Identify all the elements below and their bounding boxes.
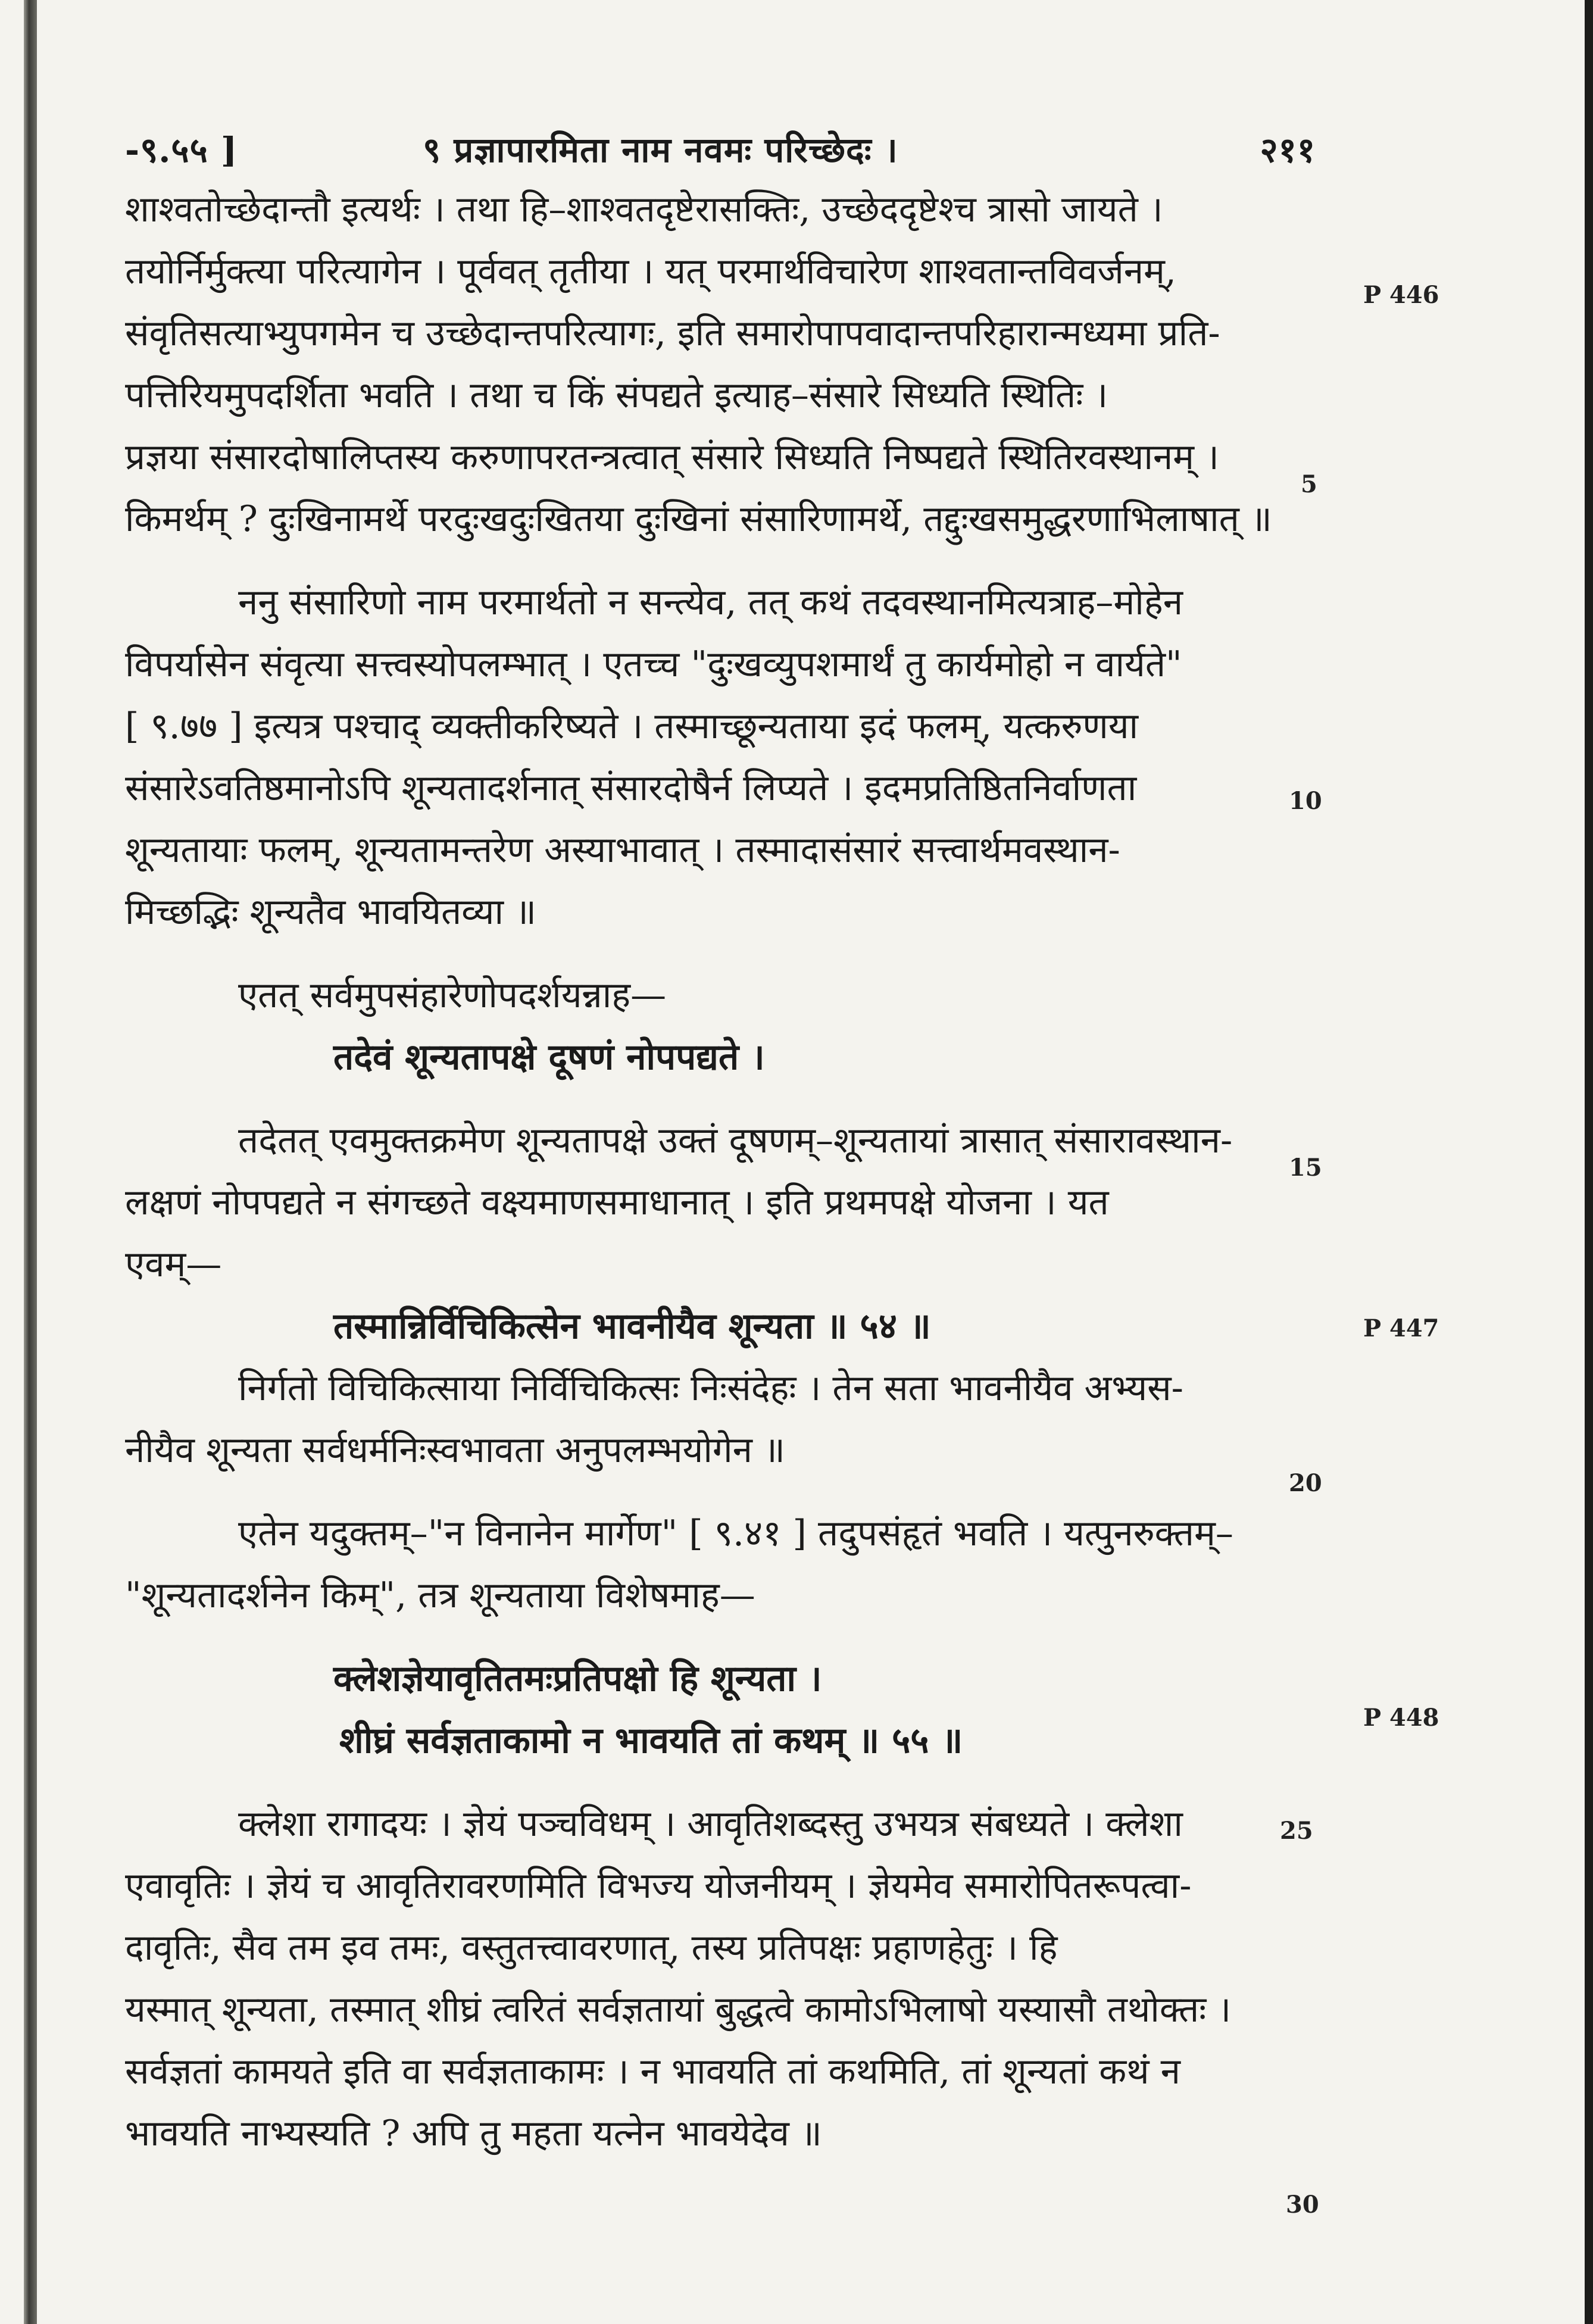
text-line: एतत् सर्वमुपसंहारेणोपदर्शयन्नाह— xyxy=(238,974,667,1016)
chapter-title: ९ प्रज्ञापारमिता नाम नवमः परिच्छेदः । xyxy=(423,130,898,170)
page-number: २११ xyxy=(1260,130,1316,170)
text-line: संसारेऽवतिष्ठमानोऽपि शून्यतादर्शनात् संसारदोषैर्न लिप्यते । इदमप्रतिष्ठितनिर्वाणता xyxy=(125,767,1137,809)
line-number: 30 xyxy=(1286,2191,1319,2219)
paragraph-1 xyxy=(125,179,1316,550)
text-line: ननु संसारिणो नाम परमार्थतो न सन्त्येव, तत् कथं तदवस्थानमित्यत्राह–मोहेन xyxy=(238,582,1183,623)
text-line: किमर्थम् ? दुःखिनामर्थे परदुःखदुःखितया दुःखिनां संसारिणामर्थे, तद्दुःखसमुद्धरणाभिलाषात् ॥ xyxy=(125,498,1272,540)
page-content xyxy=(125,125,1316,2164)
margin-ref: P 447 xyxy=(1363,1314,1439,1342)
text-line: लक्षणं नोपपद्यते न संगच्छते वक्ष्यमाणसमाधानात् । इति प्रथमपक्षे योजना । यत xyxy=(125,1182,1109,1223)
text-line: पत्तिरियमुपदर्शिता भवति । तथा च किं संपद्यते इत्याह–संसारे सिध्यति स्थितिः । xyxy=(125,374,1108,416)
paragraph-3 xyxy=(125,964,1316,1026)
verse-55 xyxy=(125,1648,1316,1772)
text-line: यस्मात् शून्यता, तस्मात् शीघ्रं त्वरितं सर्वज्ञतायां बुद्धत्वे कामोऽभिलाषो यस्यासौ तथोक्तः । xyxy=(125,1989,1232,2031)
text-line: मिच्छद्भिः शून्यतैव भावयितव्या ॥ xyxy=(125,891,537,933)
verse-line: क्लेशज्ञेयावृतितमःप्रतिपक्षो हि शून्यता । xyxy=(333,1658,822,1700)
paragraph-4 xyxy=(125,1110,1316,1295)
text-line: भावयति नाभ्यस्यति ? अपि तु महता यत्नेन भावयेदेव ॥ xyxy=(125,2113,822,2154)
text-line: नीयैव शून्यता सर्वधर्मनिःस्वभावता अनुपलम्भयोगेन ॥ xyxy=(125,1429,785,1471)
text-line: प्रज्ञया संसारदोषालिप्तस्य करुणापरतन्त्रत्वात् संसारे सिध्यति निष्पद्यते स्थितिरवस्थानम् । xyxy=(125,436,1219,478)
text-line: संवृतिसत्याभ्युपगमेन च उच्छेदान्तपरित्यागः, इति समारोपापवादान्तपरिहारान्मध्यमा प्रति- xyxy=(125,313,1220,354)
text-line: शाश्वतोच्छेदान्तौ इत्यर्थः । तथा हि–शाश्वतदृष्टेरासक्तिः, उच्छेददृष्टेश्च त्रासो जायते । xyxy=(125,189,1163,230)
line-number: 5 xyxy=(1301,470,1317,498)
paragraph-2 xyxy=(125,571,1316,943)
running-header xyxy=(125,125,1316,179)
margin-ref: P 446 xyxy=(1363,281,1439,309)
verse-line: शीघ्रं सर्वज्ञताकामो न भावयति तां कथम् ॥ ५५ ॥ xyxy=(339,1720,963,1761)
text-line: एतेन यदुक्तम्–"न विनानेन मार्गेण" [ ९.४१ ] तदुपसंहृतं भवति । यत्पुनरुक्तम्– xyxy=(238,1513,1233,1554)
text-line: निर्गतो विचिकित्साया निर्विचिकित्सः निःसंदेहः । तेन सता भावनीयैव अभ्यस- xyxy=(238,1367,1183,1409)
verse-54a xyxy=(125,1026,1316,1088)
text-line: एवावृतिः । ज्ञेयं च आवृतिरावरणमिति विभज्य योजनीयम् । ज्ञेयमेव समारोपितरूपत्वा- xyxy=(125,1865,1192,1907)
text-line: [ ९.७७ ] इत्यत्र पश्चाद् व्यक्तीकरिष्यते । तस्माच्छून्यताया इदं फलम्, यत्करुणया xyxy=(125,705,1139,747)
line-number: 10 xyxy=(1289,787,1322,815)
text-line: शून्यतायाः फलम्, शून्यतामन्तरेण अस्याभावात् । तस्मादासंसारं सत्त्वार्थमवस्थान- xyxy=(125,829,1120,871)
book-spine-shadow xyxy=(24,0,37,2324)
text-line: "शून्यतादर्शनेन किम्", तत्र शून्यताया विशेषमाह— xyxy=(125,1575,755,1616)
paragraph-7 xyxy=(125,1793,1316,2164)
page-edge xyxy=(1585,0,1593,2324)
paragraph-5 xyxy=(125,1357,1316,1481)
text-line: सर्वज्ञतां कामयते इति वा सर्वज्ञताकामः । न भावयति तां कथमिति, तां शून्यतां कथं न xyxy=(125,2051,1180,2092)
text-line: तदेतत् एवमुक्तक्रमेण शून्यतापक्षे उक्तं दूषणम्–शून्यतायां त्रासात् संसारावस्थान- xyxy=(238,1120,1233,1161)
paragraph-6 xyxy=(125,1503,1316,1626)
line-number: 25 xyxy=(1280,1817,1313,1845)
verse-line: तदेवं शून्यतापक्षे दूषणं नोपपद्यते । xyxy=(333,1036,765,1078)
margin-ref: P 448 xyxy=(1363,1704,1439,1732)
text-line: दावृतिः, सैव तम इव तमः, वस्तुतत्त्वावरणात्, तस्य प्रतिपक्षः प्रहाणहेतुः । हि xyxy=(125,1927,1058,1969)
text-line: तयोर्निर्मुक्त्या परित्यागेन । पूर्ववत् तृतीया । यत् परमार्थविचारेण शाश्वतान्तविवर्जनम्, xyxy=(125,251,1176,292)
line-number: 15 xyxy=(1289,1154,1322,1182)
verse-range: -९.५५ ] xyxy=(125,130,238,170)
line-number: 20 xyxy=(1289,1469,1322,1497)
verse-54 xyxy=(125,1295,1316,1357)
verse-line: तस्मान्निर्विचिकित्सेन भावनीयैव शून्यता ॥ ५४ ॥ xyxy=(333,1305,931,1347)
text-line: विपर्यासेन संवृत्या सत्त्वस्योपलम्भात् । एतच्च "दुःखव्युपशमार्थं तु कार्यमोहो न वार्यते" xyxy=(125,644,1182,685)
text-line: एवम्— xyxy=(125,1244,222,1285)
text-line: क्लेशा रागादयः । ज्ञेयं पञ्चविधम् । आवृतिशब्दस्तु उभयत्र संबध्यते । क्लेशा xyxy=(238,1803,1183,1845)
